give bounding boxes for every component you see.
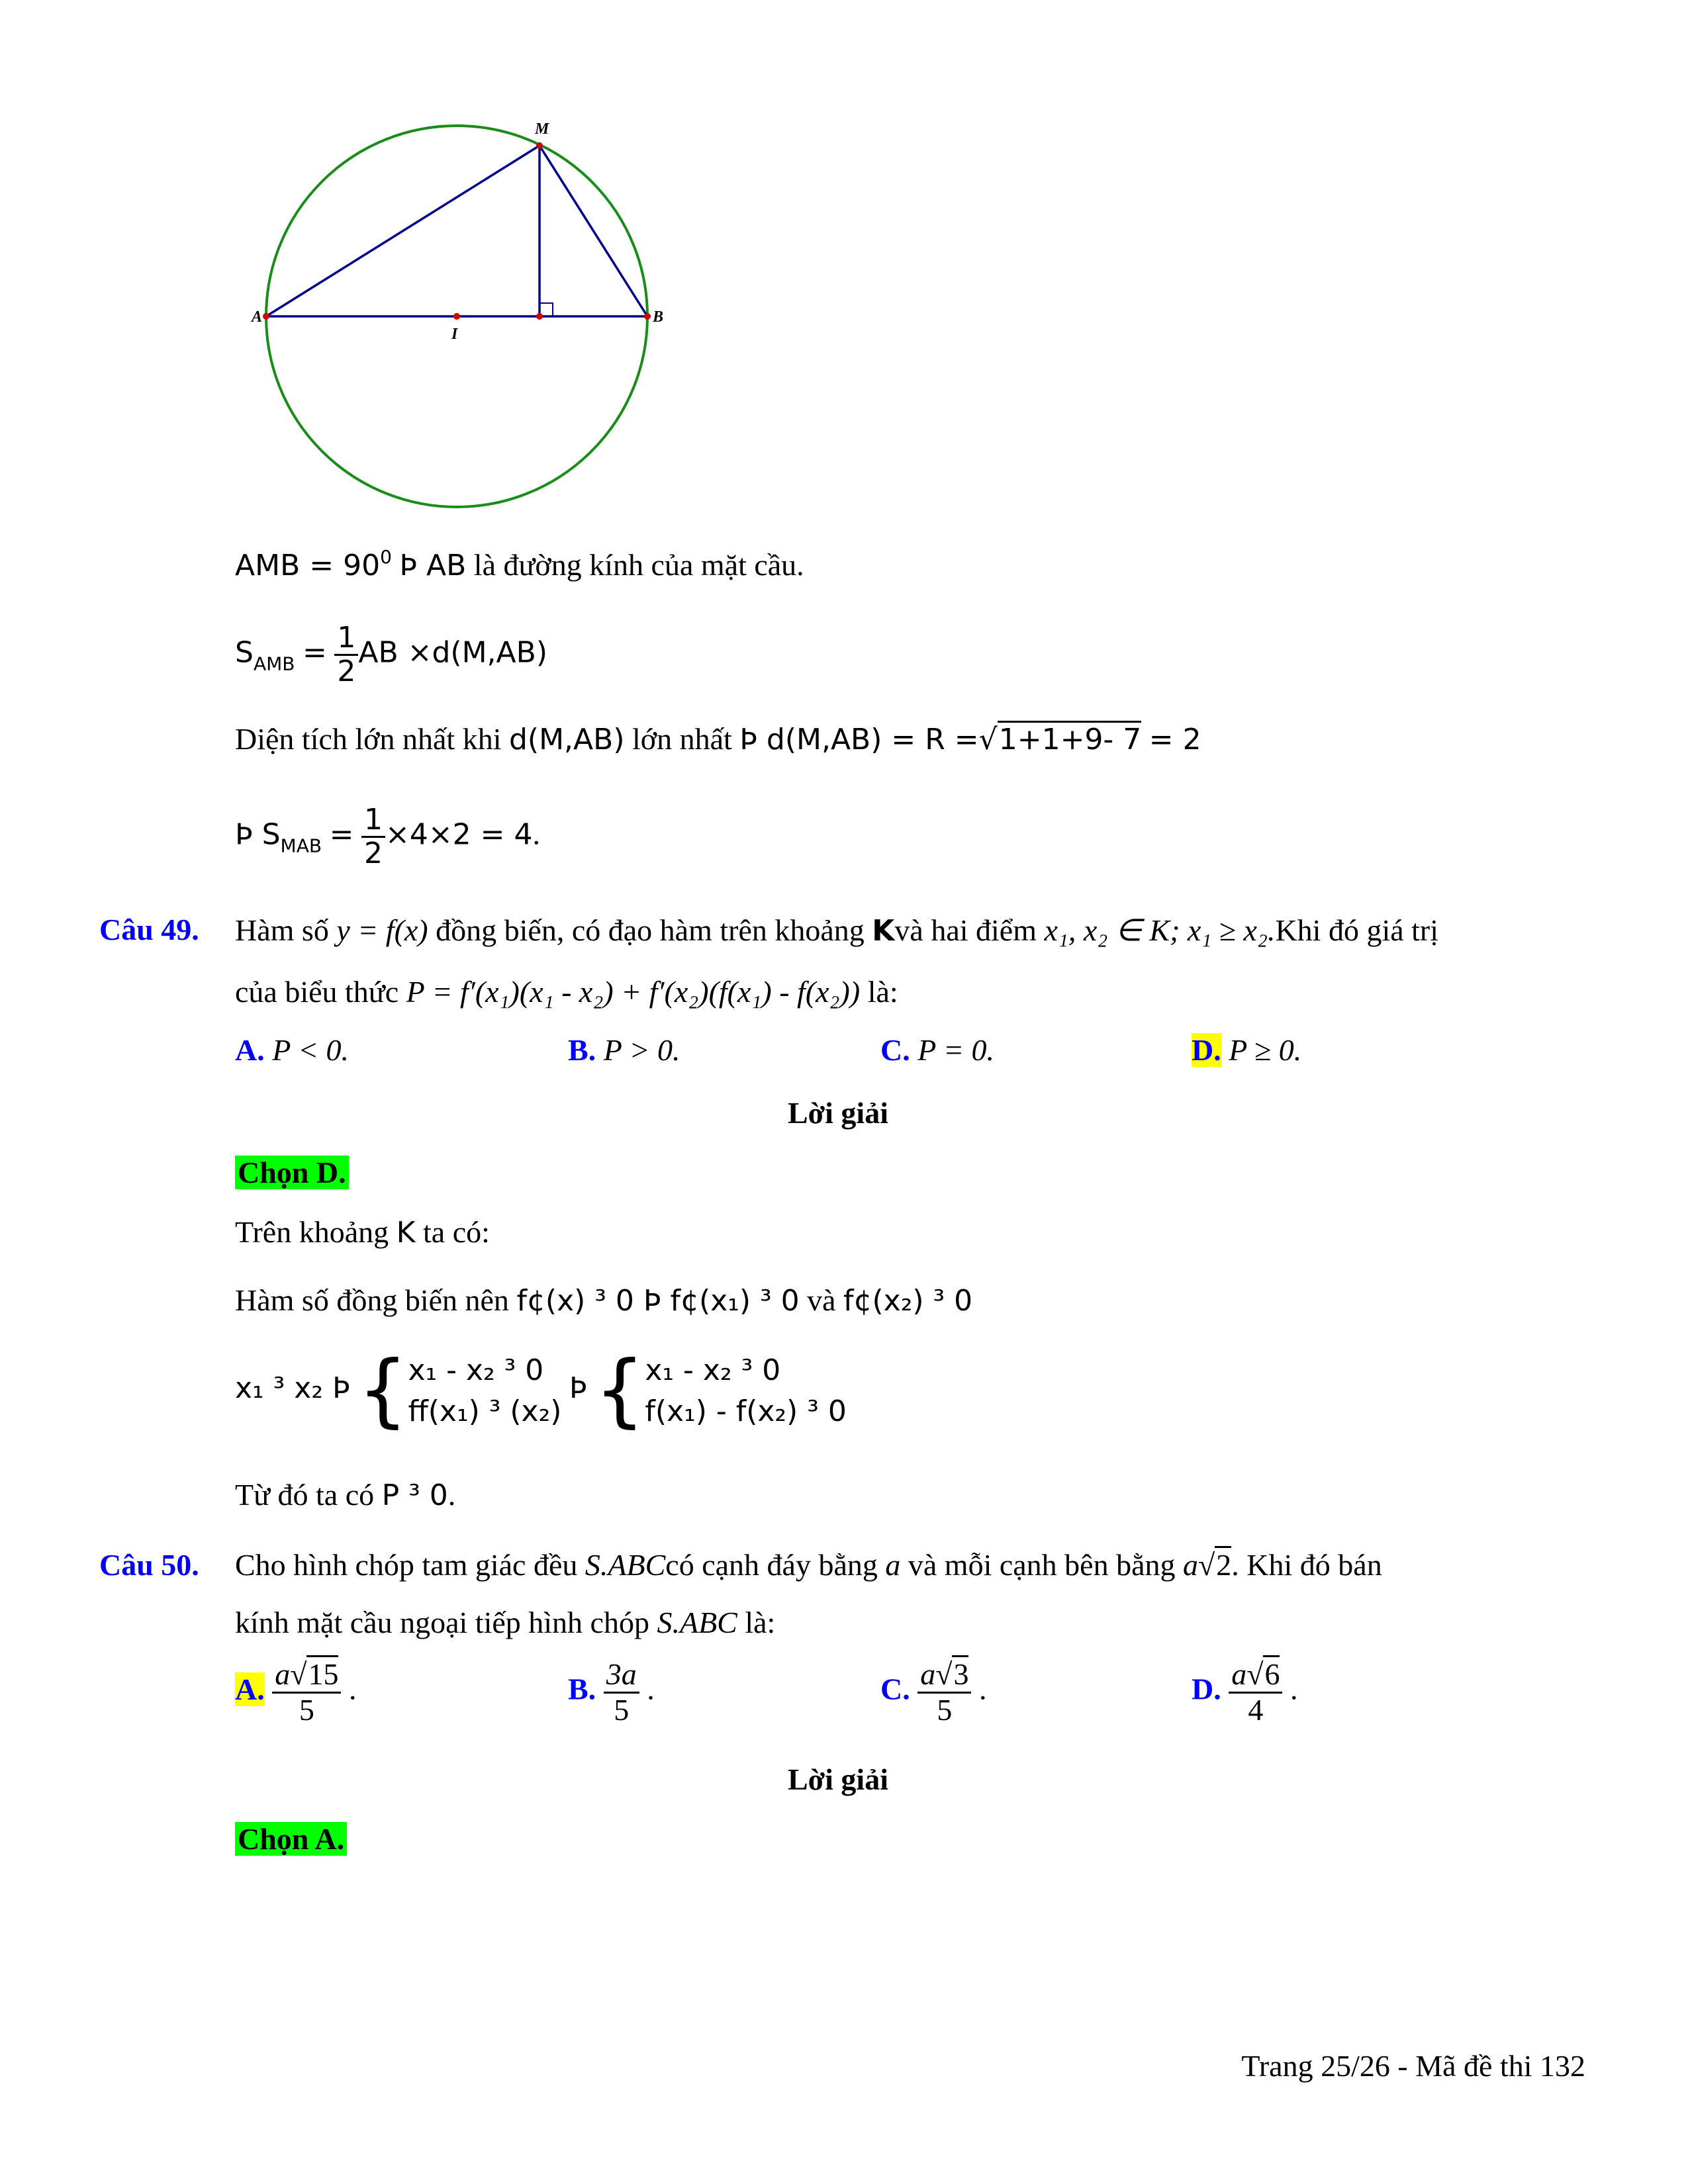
q49-option-d[interactable]: D. P ≥ 0.	[1192, 1033, 1302, 1067]
q50-line2: kính mặt cầu ngoại tiếp hình chóp S.ABC là:	[235, 1606, 776, 1639]
equals2: =	[329, 817, 354, 852]
angle-amb: AMB = 90	[235, 549, 381, 582]
equals: =	[302, 635, 327, 670]
distance-eq: Þ d(M,AB) = R =	[739, 723, 979, 756]
implies-s: Þ S	[235, 817, 281, 852]
brace-icon-2: {	[594, 1344, 645, 1437]
label-b: B	[653, 308, 664, 326]
q50-choice: Chọn A.	[235, 1821, 347, 1856]
diameter-text: là đường kính của mặt cầu.	[473, 548, 804, 582]
segment-am	[266, 146, 539, 316]
page-footer: Trang 25/26 - Mã đề thi 132	[1241, 2049, 1585, 2083]
result-2: = 2	[1149, 723, 1201, 756]
label-a: A	[252, 308, 263, 326]
label-i: I	[451, 326, 458, 343]
interval-k-2: K	[396, 1216, 416, 1250]
q49-solution-title: Lời giải	[788, 1096, 888, 1130]
max-area-text: Diện tích lớn nhất khi	[235, 722, 502, 756]
area-result: ×4×2 = 4	[385, 817, 533, 852]
sol48-line3: Diện tích lớn nhất khi d(M,AB) lớn nhất Þ d(M,AB) = R =√1+1+9- 7 = 2	[235, 722, 1201, 756]
label-m: M	[535, 120, 549, 138]
q49-choice: Chọn D.	[235, 1155, 349, 1190]
fraction-c: $\frac{a√3}{5}$	[917, 1658, 971, 1727]
q49-line1: Hàm số y = f(x) đồng biến, có đạo hàm trên khoảng Kvà hai điểm x₁, x₂ ∈ K; x₁ ≥ x₂.Khi đó giá trị	[235, 913, 1439, 948]
q49-option-c[interactable]: C. P = 0.	[880, 1033, 995, 1067]
expression-p: P = f′(x₁)(x₁ - x₂) + f′(x₂)(f(x₁) - f(x₂))	[406, 975, 861, 1009]
q49-line2: của biểu thức P = f′(x₁)(x₁ - x₂) + f′(x₂)(f(x₁) - f(x₂)) là:	[235, 975, 898, 1009]
q50-solution-title: Lời giải	[788, 1762, 888, 1796]
circle-figure	[252, 119, 662, 510]
point-a	[263, 313, 269, 320]
side-a: a	[1183, 1548, 1199, 1582]
p-ge-0: P ³ 0	[381, 1479, 448, 1512]
q50-option-c[interactable]: C. $\frac{a√3}{5}$ .	[880, 1658, 986, 1727]
points-x1x2: x₁, x₂ ∈ K; x₁ ≥ x₂.	[1044, 913, 1276, 947]
point-i	[453, 313, 460, 320]
sqrt-2: 2	[1215, 1546, 1231, 1582]
sol48-line1	[235, 546, 804, 582]
q49-option-a[interactable]: A. P < 0.	[235, 1033, 350, 1067]
fraction-d: $\frac{a√6}{4}$	[1229, 1658, 1282, 1727]
q50-line1: Cho hình chóp tam giác đều S.ABCcó cạnh đáy bằng a và mỗi cạnh bên bằng a√2. Khi đó bán	[235, 1547, 1382, 1582]
q49-label: Câu 49.	[99, 913, 199, 946]
distance-expr: d(M,AB)	[508, 723, 625, 756]
area-s: S	[235, 635, 254, 670]
q49-sol-line2: Hàm số đồng biến nên f¢(x) ³ 0 Þ f¢(x₁) ³ 0 và f¢(x₂) ³ 0	[235, 1283, 973, 1318]
q50-option-d[interactable]: D. $\frac{a√6}{4}$ .	[1192, 1658, 1297, 1727]
segment-mb	[539, 146, 647, 316]
q50-option-a[interactable]: A. $\frac{a√15}{5}$ .	[235, 1658, 356, 1727]
fraction-half: $\frac{1}{2}$	[334, 622, 358, 688]
q49-sol-line1: Trên khoảng K ta có:	[235, 1215, 490, 1250]
dot: .	[532, 817, 541, 851]
system-1: x₁ - x₂ ³ 0 ff(x₁) ³ (x₂)	[408, 1353, 562, 1428]
fraction-half-2: $\frac{1}{2}$	[361, 804, 385, 870]
x1-ge-x2: x₁ ³ x₂ Þ	[235, 1371, 350, 1406]
system-2: x₁ - x₂ ³ 0 f(x₁) - f(x₂) ³ 0	[645, 1353, 847, 1428]
function-y: y = f(x)	[336, 913, 428, 947]
fraction-b: $\frac{3a}{5}$	[604, 1658, 639, 1727]
sol48-line4	[235, 804, 540, 870]
sol48-line2	[235, 622, 547, 688]
point-b	[644, 313, 651, 320]
area-formula: AB ×d(M,AB)	[358, 635, 547, 670]
q50-label: Câu 50.	[99, 1548, 199, 1582]
s-sub: MAB	[280, 835, 322, 857]
area-sub: AMB	[253, 653, 295, 675]
q50-option-b[interactable]: B. $\frac{3a}{5}$ .	[568, 1657, 655, 1727]
q49-sol-line4: Từ đó ta có P ³ 0.	[235, 1478, 456, 1512]
derivative-cond-2: f¢(x₂) ³ 0	[843, 1284, 973, 1318]
pyramid-sabc: S.ABC	[585, 1548, 666, 1582]
sqrt-expr: 1+1+9- 7	[998, 721, 1142, 756]
edge-a: a	[885, 1548, 901, 1582]
max-text: lớn nhất	[632, 722, 732, 756]
fraction-a: $\frac{a√15}{5}$	[272, 1658, 341, 1727]
interval-k: K	[872, 914, 895, 948]
q49-sol-line3	[235, 1344, 847, 1437]
derivative-cond: f¢(x) ³ 0 Þ f¢(x₁) ³ 0	[516, 1284, 800, 1318]
point-foot	[536, 313, 543, 320]
implies: Þ	[569, 1371, 587, 1406]
point-m	[536, 142, 543, 149]
implies-ab: Þ AB	[399, 549, 467, 582]
brace-icon: {	[357, 1344, 408, 1437]
q49-option-b[interactable]: B. P > 0.	[568, 1033, 680, 1067]
degree: 0	[380, 546, 392, 568]
pyramid-sabc-2: S.ABC	[657, 1606, 737, 1639]
